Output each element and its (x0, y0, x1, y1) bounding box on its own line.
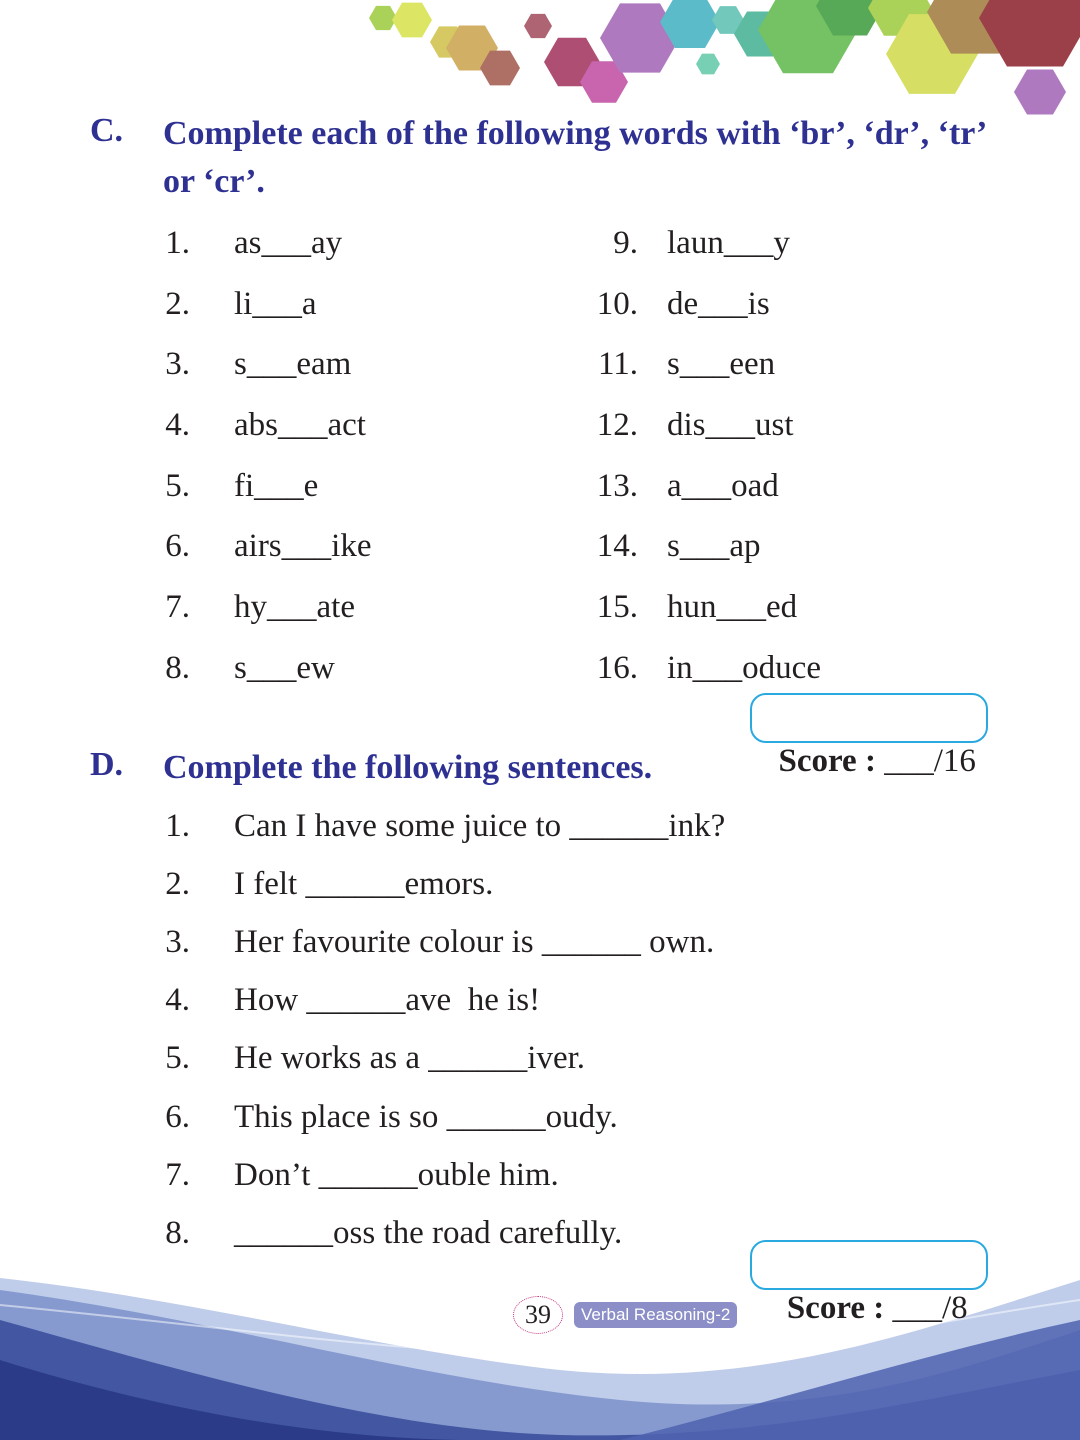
item-number: 8. (165, 1215, 190, 1251)
word-item: hy___ate (234, 589, 355, 625)
item-number: 6. (165, 528, 190, 564)
word-item: dis___ust (667, 407, 794, 443)
sentence-item: Don’t ______ouble him. (234, 1157, 559, 1193)
word-item: airs___ike (234, 528, 372, 564)
item-number: 2. (165, 286, 190, 322)
section-d-letter: D. (90, 746, 124, 783)
item-number: 1. (165, 808, 190, 844)
item-number: 5. (165, 1040, 190, 1076)
sentence-item: How ______ave he is! (234, 982, 541, 1018)
sentence-item: I felt ______emors. (234, 866, 494, 902)
item-number: 4. (165, 982, 190, 1018)
section-d-heading: Complete the following sentences. (163, 749, 653, 786)
item-number: 7. (165, 589, 190, 625)
item-number: 7. (165, 1157, 190, 1193)
word-item: s___ap (667, 528, 761, 564)
score-value: ___/16 (875, 743, 976, 779)
item-number: 4. (165, 407, 190, 443)
item-number: 10. (596, 286, 638, 322)
item-number: 9. (613, 225, 638, 261)
word-item: hun___ed (667, 589, 798, 625)
item-number: 14. (596, 528, 638, 564)
item-number: 6. (165, 1099, 190, 1135)
sentence-item: ______oss the road carefully. (234, 1215, 623, 1251)
score-value: ___/8 (884, 1290, 968, 1326)
item-number: 3. (165, 924, 190, 960)
item-number: 15. (596, 589, 638, 625)
item-number: 3. (165, 346, 190, 382)
book-title-badge: Verbal Reasoning-2 (574, 1302, 737, 1328)
item-number: 11. (597, 346, 638, 382)
score-box-d (750, 1240, 988, 1326)
word-item: abs___act (234, 407, 366, 443)
score-label: Score : (786, 1290, 885, 1326)
score-box-c (750, 693, 988, 779)
word-item: s___ew (234, 650, 335, 686)
item-number: 12. (596, 407, 638, 443)
section-c-heading-line2: or ‘cr’. (163, 163, 265, 200)
item-number: 8. (165, 650, 190, 686)
section-c-letter: C. (90, 112, 124, 149)
word-item: fi___e (234, 468, 319, 504)
page-number: 39 (513, 1296, 563, 1334)
word-item: li___a (234, 286, 317, 322)
sentence-item: Can I have some juice to ______ink? (234, 808, 726, 844)
sentence-item: He works as a ______iver. (234, 1040, 586, 1076)
word-item: in___oduce (667, 650, 821, 686)
item-number: 16. (596, 650, 638, 686)
item-number: 13. (596, 468, 638, 504)
word-item: laun___y (667, 225, 790, 261)
word-item: de___is (667, 286, 770, 322)
word-item: s___een (667, 346, 776, 382)
item-number: 2. (165, 866, 190, 902)
word-item: s___eam (234, 346, 352, 382)
item-number: 1. (165, 225, 190, 261)
sentence-item: Her favourite colour is ______ own. (234, 924, 715, 960)
sentence-item: This place is so ______oudy. (234, 1099, 618, 1135)
item-number: 5. (165, 468, 190, 504)
word-item: as___ay (234, 225, 343, 261)
score-label: Score : (778, 743, 876, 779)
word-item: a___oad (667, 468, 779, 504)
section-c-heading-line1: Complete each of the following words with ‘br’, ‘dr’, ‘tr’ (163, 115, 988, 152)
